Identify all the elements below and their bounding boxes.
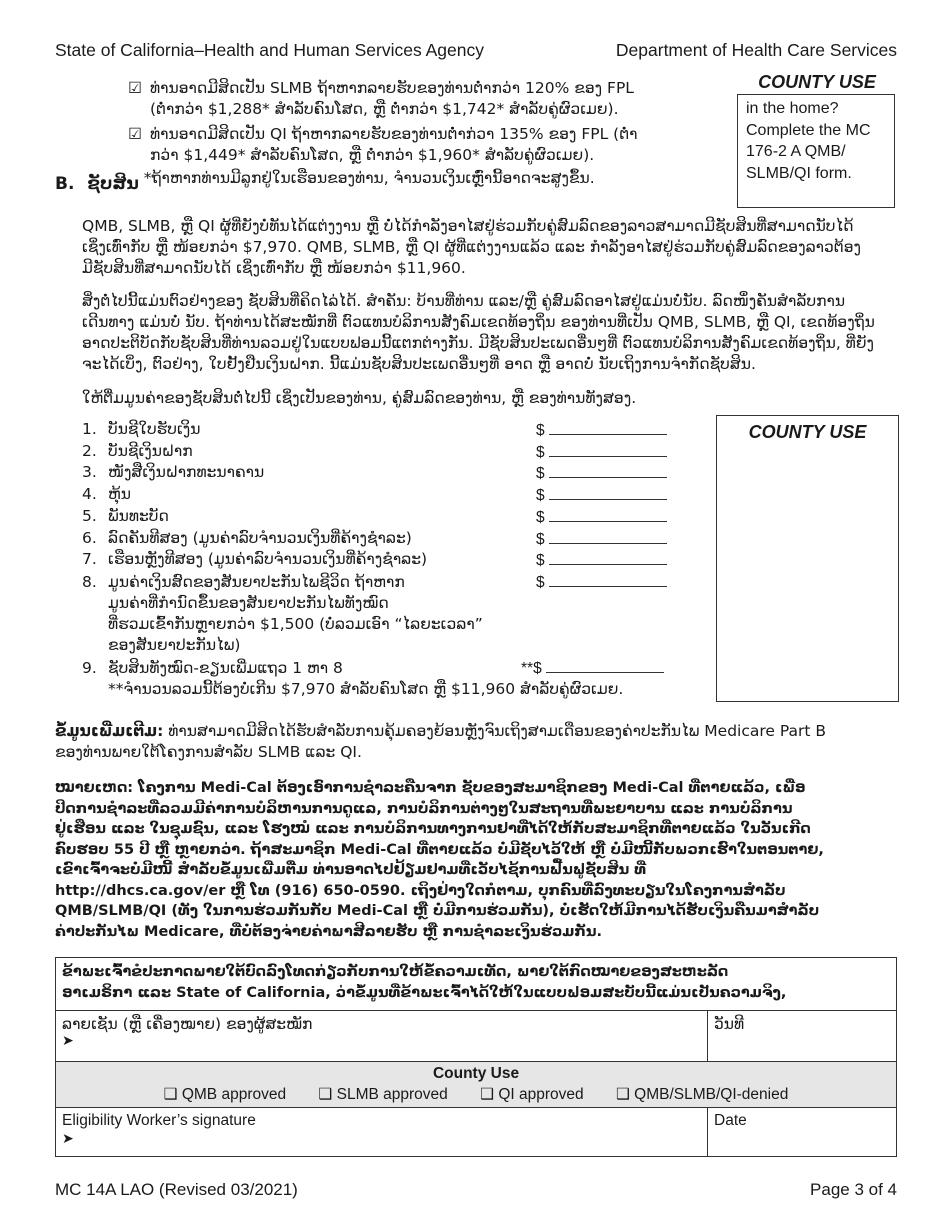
amount-field[interactable] (536, 485, 667, 505)
date-label: ວັນທີ (714, 1015, 745, 1033)
dollar-sign: $ (536, 509, 545, 526)
option-label: QI approved (498, 1086, 584, 1103)
para-line: ເຊິ່ງເທົ່າກັບ ຫຼື ໜ້ອຍກວ່າ $7,970. QMB, SLMB, ຫຼື QI ຜູ້ທີ່ແຕ່ງງານແລ້ວ ແລະ ກຳລັງອາໄສຢູ່ຮ່ວມກັບຄູ່ສົມລົດຂອງລາວຕ້ອງ (82, 238, 862, 256)
amount-field[interactable] (536, 550, 667, 570)
checked-box-icon[interactable]: ☑ (128, 79, 142, 97)
amount-field[interactable] (536, 507, 667, 527)
asset-item (82, 529, 412, 547)
slmb-line2: (ຕ່ຳກວ່າ $1,288* ສຳລັບຄົນໂສດ, ຫຼື ຕ່ຳກວ່າ $1,742* ສຳລັບຄູ່ຜົວເມຍ). (150, 100, 619, 118)
qi-line2: ກວ່າ $1,449* ສຳລັບຄົນໂສດ, ຫຼື ຕ່ຳກວ່າ $1,960* ສຳລັບຄູ່ຜົວເມຍ). (150, 146, 595, 164)
amount-field[interactable] (536, 442, 667, 462)
dollar-sign: $ (536, 552, 545, 569)
checkbox-icon[interactable]: ❑ (163, 1086, 178, 1103)
worker-date-field[interactable] (708, 1108, 897, 1157)
dollar-sign: $ (536, 422, 545, 439)
declaration-cell (56, 958, 897, 1011)
item-label: ເຮືອນຫຼັງທີສອງ (ມູນຄ່າລົບຈຳນວນເງິນທີ່ຄ້າງຊຳລະ) (108, 550, 428, 568)
para-line: ອາດປະຕິບັດກັບຊັບສິນທີ່ທ່ານລວມຢູ່ໃນແບບຟອມນີ້ແຕກຕ່າງກັນ. ມີຊັບສິນປະເພດອື່ນໆທີ່ ຕົວແທນບໍລິການສັງຄົມເຂດທ້ອງຖິ່ນ, ທີ່ຍັງ (82, 334, 874, 352)
item-label: ຂອງສັນຍາປະກັນໄພ) (108, 636, 241, 654)
notice-line: QMB/SLMB/QI (ທັງ ໃນການຮ່ວມກັນກັບ Medi-Cal ຫຼື ບໍ່ມີການຮ່ວມກັນ), ບໍ່ເຮັດໃຫ້ມີການໄດ້ຮັບເງິນຄືນມາສຳລັບ (55, 903, 820, 919)
section-title: ຊັບສິນ (87, 174, 139, 194)
dollar-sign: $ (536, 531, 545, 548)
para-line: ຈະໄດ້ເບິ່ງ, ຕົວຢ່າງ, ໃບຢັ້ງຢືນເງິນຝາກ. ນີ້ແມ່ນຊັບສິນປະເພດອື່ນໆທີ່ ອາດ ຫຼື ອາດບໍ່ ນັບເຖິງການຈຳກັດຊັບສິນ. (82, 355, 756, 373)
checkbox-icon[interactable]: ❑ (480, 1086, 494, 1103)
county-use-line: in the home? (746, 100, 839, 117)
county-use-box (716, 415, 899, 702)
county-use-heading: COUNTY USE (758, 72, 876, 92)
checkbox-icon[interactable]: ❑ (615, 1086, 630, 1103)
amount-line[interactable] (549, 550, 667, 565)
slmb-check-item (128, 78, 708, 120)
option-qi-approved[interactable] (480, 1086, 584, 1103)
date-label: Date (714, 1112, 747, 1129)
notice-line: ເຂົາເຈົ້າຈະບໍ່ມີໜີ້ ສຳລັບຂໍ້ມູນເພີ່ມຕື່ມ ທ່ານອາດໄປຢ້ຽມຢາມທີ່ເວັບໄຊ້ການຟື້ນຟູຊັບສິນ ທີ່ (55, 862, 647, 878)
item-label: ບັນຊີໃບຮັບເງິນ (108, 420, 201, 438)
page-number: Page 3 of 4 (810, 1180, 897, 1199)
total-limit-note: **ຈຳນວນລວມນີ້ຕ້ອງບໍ່ເກີນ $7,970 ສຳລັບຄົນໂສດ ຫຼື $11,960 ສຳລັບຄູ່ຜົວເມຍ. (108, 680, 624, 698)
amount-line[interactable] (549, 572, 667, 587)
county-use-heading: COUNTY USE (748, 422, 867, 442)
notice-line: ຢູ່ເຮືອນ ແລະ ໃນຊຸມຊົນ, ແລະ ໂຮງໝໍ ແລະ ການບໍລິການທາງການຢາທີ່ໄດ້ໃຫ້ກັບສະມາຊິກທີ່ຕາຍແລ້ວ ໃນວັນເກີດ (55, 821, 811, 837)
dollar-sign: **$ (521, 660, 542, 677)
item-label: ມູນຄ່າທີ່ກຳນົດຂຶ້ນຂອງສັນຍາປະກັນໄພທັງໝົດ (108, 594, 389, 612)
county-use-heading: County Use (432, 1065, 520, 1082)
worker-signature-label: Eligibility Worker’s signature (62, 1112, 256, 1129)
slmb-line1: ທ່ານອາດມີສິດເປັນ SLMB ຖ້າຫາກລາຍຮັບຂອງທ່ານຕ່ຳກວ່າ 120% ຂອງ FPL (150, 79, 634, 97)
signature-table (55, 957, 897, 1157)
para-line: ມີຊັບສິນທີ່ສາມາດນັບໄດ້ ເຊິ່ງເທົ່າກັບ ຫຼື ໜ້ອຍກວ່າ $11,960. (82, 259, 466, 277)
section-b-heading (55, 169, 595, 194)
item-number: 5. (82, 507, 97, 525)
county-use-line: Complete the MC (746, 121, 871, 139)
item-label: ບັນຊີເງິນຝາກ (108, 442, 193, 460)
section-letter: B. (55, 174, 75, 194)
notice-line: ຄ່າປະກັນໄພ Medicare, ທີ່ບໍ່ຕ້ອງຈ່າຍຄ່າພາສີລາຍຮັບ ຫຼື ການຊຳລະເງິນຮ່ວມກັນ. (55, 923, 602, 940)
additional-info-label: ຂໍ້ມູນເພີ່ມເຕີມ: (55, 722, 164, 740)
option-label: QMB/SLMB/QI-denied (634, 1086, 789, 1103)
applicant-signature-field[interactable] (56, 1011, 708, 1062)
qi-check-item (128, 124, 708, 166)
option-denied[interactable] (616, 1086, 788, 1103)
checkbox-icon[interactable]: ❑ (318, 1086, 333, 1103)
asset-item (82, 550, 427, 568)
county-use-line: 176-2 A QMB/ (746, 143, 846, 160)
amount-line[interactable] (549, 420, 667, 435)
item-label: ພັນທະບັດ (108, 507, 169, 525)
county-use-note-box (737, 94, 895, 208)
notice-line: ປິດການຊຳລະທີ່ລວມມີຄ່າການບໍລິຫານການດູແລ, ການບໍລິການຕ່າງໆໃນສະຖານທີ່ພະຍາບານ ແລະ ການບໍລິການ (55, 800, 793, 817)
asset-limits-paragraph (82, 216, 902, 279)
amount-field[interactable] (536, 572, 667, 592)
checked-box-icon[interactable]: ☑ (128, 125, 142, 143)
item-number: 6. (82, 529, 97, 547)
declaration-line: ຂ້າພະເຈົ້າຂໍປະກາດພາຍໃຕ້ບົດລົງໂທດກ່ຽວກັບການໃຫ້ຂໍ້ຄວາມເທັດ, ພາຍໃຕ້ກົດໝາຍຂອງສະຫະລັດ (62, 964, 729, 980)
asset-item (82, 507, 169, 525)
dollar-sign: $ (536, 487, 545, 504)
arrow-icon: ➤ (62, 1130, 74, 1146)
item-number: 1. (82, 420, 97, 438)
dollar-sign: $ (536, 444, 545, 461)
item-number: 9. (82, 659, 97, 677)
total-amount-field[interactable] (521, 658, 664, 678)
amount-field[interactable] (536, 463, 667, 483)
asset-item (82, 420, 200, 438)
amount-line[interactable] (549, 529, 667, 544)
option-qmb-approved[interactable] (164, 1086, 286, 1103)
item-label: ຫຸ້ນ (108, 485, 131, 503)
option-slmb-approved[interactable] (318, 1086, 447, 1103)
amount-field[interactable] (536, 420, 667, 440)
agency-title: State of California–Health and Human Services Agency (55, 40, 484, 60)
amount-field[interactable] (536, 529, 667, 549)
option-label: QMB approved (181, 1086, 287, 1103)
department-title: Department of Health Care Services (615, 40, 897, 60)
worker-signature-field[interactable] (56, 1108, 708, 1157)
additional-info-text: ຂອງທ່ານພາຍໃຕ້ໂຄງການສຳລັບ SLMB ແລະ QI. (55, 743, 362, 761)
item-number: 3. (82, 463, 97, 481)
approval-options (62, 1085, 890, 1104)
countable-assets-paragraph (82, 291, 902, 375)
instruction-text: ໃຫ້ຕື່ມມູນຄ່າຂອງຊັບສິນຕໍ່ໄປນີ້ ເຊິ່ງເປັນຂອງທ່ານ, ຄູ່ສົມລົດຂອງທ່ານ, ຫຼື ຂອງທ່ານທັງສອງ. (82, 389, 637, 407)
additional-info (55, 721, 905, 763)
item-number: 8. (82, 573, 97, 591)
additional-info-text: ທ່ານສາມາດມີສິດໄດ້ຮັບສຳລັບການຄຸ້ມຄອງຍ້ອນຫຼັງຈົນເຖິງສາມເດືອນຂອງຄ່າປະກັນໄພ Medicare Part B (168, 722, 827, 740)
item-label: ມູນຄ່າເງິນສົດຂອງສັນຍາປະກັນໄພຊີວິດ ຖ້າຫາກ (108, 573, 405, 591)
asset-item (82, 463, 264, 481)
applicant-date-field[interactable] (708, 1011, 897, 1062)
notice-line: ຄົບຮອບ 55 ປີ ຫຼື ຫຼາຍກວ່າ. ຖ້າສະມາຊິກ Medi-Cal ທີ່ຕາຍແລ້ວ ບໍ່ມີຊັບໄວ້ໃຫ້ ຫຼື ບໍ່ມີໜີ້ກັບພວກເຮົາໃນຕອນຕາຍ, (55, 841, 824, 858)
item-number: 2. (82, 442, 97, 460)
notice-line: ໝາຍເຫດ: ໂຄງການ Medi-Cal ຕ້ອງເອົາການຊຳລະຄືນຈາກ ຊັບຂອງສະມາຊິກຂອງ Medi-Cal ທີ່ຕາຍແລ້ວ, ເພື່ອ (55, 780, 806, 796)
notice-line: http://dhcs.ca.gov/er ຫຼື ໂທ (916) 650-0590. ເຖິງຢ່າງໃດກໍຕາມ, ບຸກຄົນທີ່ລົງທະບຽນໃນໂຄງການສຳລັບ (55, 882, 786, 899)
arrow-icon: ➤ (62, 1033, 74, 1049)
item-label: ໜັງສືເງິນຝາກທະນາຄານ (108, 463, 265, 481)
signature-label: ລາຍເຊັນ (ຫຼື ເຄື່ອງໝາຍ) ຂອງຜູ້ສະໝັກ (62, 1015, 313, 1033)
item-label: ທີ່ຮວມເຂົ້າກັນຫຼາຍກວ່າ $1,500 (ບໍ່ລວມເອົາ “ໄລຍະເວລາ” (108, 615, 483, 633)
amount-line[interactable] (549, 463, 667, 478)
asset-item (82, 442, 193, 460)
para-line: ເດີນທາງ ແມ່ນບໍ່ ນັບ. ຖ້າທ່ານໄດ້ສະໝັກທີ່ ຕົວແທນບໍລິການສັງຄົມເຂດທ້ອງຖິ່ນ ຂອງທ່ານທີ່ເປັນ QMB, SLMB, ຫຼື QI, ເຂດທ້ອງຖິ່ນ (82, 313, 875, 331)
asset-item-8 (82, 572, 483, 656)
estate-recovery-notice (55, 778, 905, 942)
item-number: 4. (82, 485, 97, 503)
county-use-line: SLMB/QI form. (746, 164, 852, 182)
amount-line[interactable] (549, 442, 667, 457)
item-label: ລົດຄັນທີສອງ (ມູນຄ່າລົບຈຳນວນເງິນທີ່ຄ້າງຊຳລະ) (108, 529, 412, 547)
county-use-row (56, 1062, 897, 1108)
dollar-sign: $ (536, 465, 545, 482)
para-line: ສິ່ງຕໍ່ໄປນີ້ແມ່ນຕົວຢ່າງຂອງ ຊັບສິນທີ່ຄິດໄລ່ໄດ້. ສຳຄັນ: ບ້ານທີ່ທ່ານ ແລະ/ຫຼື ຄູ່ສົມລົດອາໄສຢູ່ແມ່ນບໍ່ນັບ. ລົດໜຶ່ງຄັນສຳລັບການ (82, 292, 846, 310)
option-label: SLMB approved (336, 1086, 448, 1103)
amount-line[interactable] (549, 507, 667, 522)
amount-line[interactable] (549, 485, 667, 500)
asset-item (82, 485, 131, 503)
qi-line1: ທ່ານອາດມີສິດເປັນ QI ຖ້າຫາກລາຍຮັບຂອງທ່ານຕ່ຳກ່ວາ 135% ຂອງ FPL (ຕ່ຳ (150, 125, 638, 143)
form-number: MC 14A LAO (Revised 03/2021) (55, 1180, 298, 1199)
children-note: *ຖ້າຫາກທ່ານມີລູກຢູ່ໃນເຮືອນຂອງທ່ານ, ຈຳນວນເງິນເຫຼົ່ານີ້ອາດຈະສູງຂຶ້ນ. (143, 169, 595, 187)
item-label: ຊັບສິນທັງໝົດ-ຂຽນເພີ່ມແຖວ 1 ຫາ 8 (108, 659, 343, 677)
amount-line[interactable] (546, 658, 664, 673)
item-number: 7. (82, 550, 97, 568)
para-line: QMB, SLMB, ຫຼື QI ຜູ້ທີ່ຍັງບໍ່ທັນໄດ້ແຕ່ງງານ ຫຼື ບໍ່ໄດ້ກຳລັງອາໄສຢູ່ຮ່ວມກັບຄູ່ສົມລົດຂອງລາວສາມາດມີຊັບສິນທີ່ສາມາດນັບໄດ້ (82, 217, 854, 235)
dollar-sign: $ (536, 574, 545, 591)
declaration-line: ອາເມຣິກາ ແລະ State of California, ວ່າຂໍ້ມູນທີ່ຂ້າພະເຈົ້າໄດ້ໃຫ້ໃນແບບຟອມສະບັບນີ້ແມ່ນເປັນຄວາມຈິງ, (62, 984, 787, 1001)
